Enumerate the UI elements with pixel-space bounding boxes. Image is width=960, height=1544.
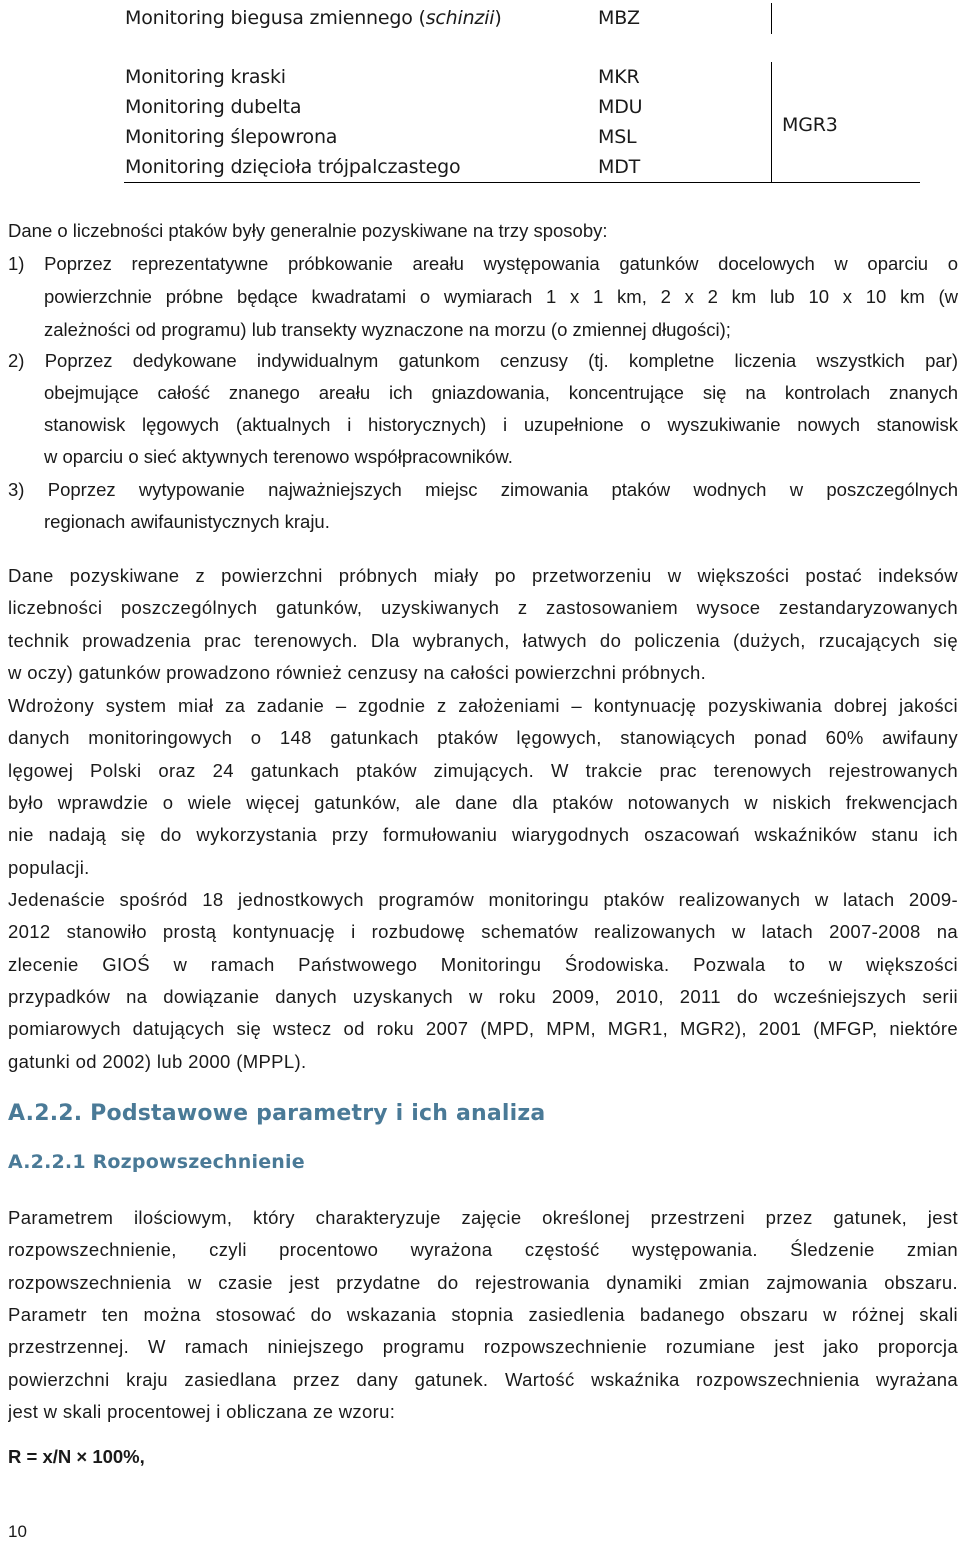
list-item-1-line: powierzchnie próbne będące kwadratami o wymiarach 1 x 1 km, 2 x 2 km lub 10 x 10 km (w xyxy=(44,286,958,307)
paragraph-line: danych monitoringowych o 148 gatunkach ptaków lęgowych, stanowiących ponad 60% awifauny xyxy=(8,727,958,748)
table-bottom-border xyxy=(124,182,920,183)
intro-text: Dane o liczebności ptaków były generalnie pozyskiwane na trzy sposoby: xyxy=(8,220,608,241)
table-row-name: Monitoring kraski xyxy=(125,66,286,88)
list-item-1-line: zależności od programu) lub transekty wyznaczone na morzu (o zmiennej długości); xyxy=(44,319,731,340)
paragraph-line: gatunki od 2002) lub 2000 (MPPL). xyxy=(8,1051,307,1072)
table-row-code: MKR xyxy=(598,66,640,88)
paragraph-line: rozpowszechnienie, czyli procentowo wyrażona częstość występowania. Śledzenie zmian xyxy=(8,1239,958,1260)
paragraph-line: przypadków na dowiązanie danych uzyskanych w roku 2009, 2010, 2011 do wcześniejszych serii xyxy=(8,986,958,1007)
formula: R = x/N × 100%, xyxy=(8,1446,145,1467)
table-row-name: Monitoring dzięcioła trójpalczastego xyxy=(125,156,461,178)
paragraph-line: rozpowszechnienia w czasie jest przydatne do rejestrowania dynamiki zmian zajmowania obszaru. xyxy=(8,1272,958,1293)
paragraph-line: pomiarowych datujących się wstecz od roku 2007 (MPD, MPM, MGR1, MGR2), 2001 (MFGP, niektóre xyxy=(8,1018,958,1039)
list-item-2-line: 2) Poprzez dedykowane indywidualnym gatunkom cenzusy (tj. kompletne liczenia wszystkich par) xyxy=(8,350,958,371)
paragraph-line: technik prowadzenia prac terenowych. Dla wybranych, łatwych do policzenia (dużych, rzucających się xyxy=(8,630,958,651)
paragraph-line: Parametrem ilościowym, który charakteryzuje zajęcie określonej przestrzeni przez gatunek, jest xyxy=(8,1207,958,1228)
paragraph-line: Dane pozyskiwane z powierzchni próbnych miały po przetworzeniu w większości postać indeksów xyxy=(8,565,958,586)
paragraph-line: Parametr ten można stosować do wskazania stopnia zasiedlenia badanego obszaru w różnej skali xyxy=(8,1304,958,1325)
paragraph-line: 2012 stanowiło prostą kontynuację i rozbudowę schematów realizowanych w latach 2007-2008 na xyxy=(8,921,958,942)
table-divider xyxy=(771,3,772,34)
list-item-2-line: obejmujące całość znanego areału ich gniazdowania, koncentrujące się na kontrolach znanych xyxy=(44,382,958,403)
paragraph-line: liczebności poszczególnych gatunków, uzyskiwanych z zastosowaniem wysoce zestandaryzowanych xyxy=(8,597,958,618)
table-row-code: MDU xyxy=(598,96,643,118)
table-row-name: Monitoring dubelta xyxy=(125,96,302,118)
paragraph-line: Jedenaście spośród 18 jednostkowych programów monitoringu ptaków realizowanych w latach 2009- xyxy=(8,889,958,910)
paragraph-line: przestrzennej. W ramach niniejszego programu rozpowszechnienie rozumiane jest jako proporcja xyxy=(8,1336,958,1357)
list-item-2-line: w oparciu o sieć aktywnych terenowo współpracowników. xyxy=(44,446,513,467)
list-item-3-line: regionach awifaunistycznych kraju. xyxy=(44,511,330,532)
paragraph-line: jest w skali procentowej i obliczana ze wzoru: xyxy=(8,1401,396,1422)
table-row-code: MBZ xyxy=(598,7,640,29)
table-row-name: Monitoring biegusa zmiennego (schinzii) xyxy=(125,7,502,29)
list-item-3-line: 3) Poprzez wytypowanie najważniejszych miejsc zimowania ptaków wodnych w poszczególnych xyxy=(8,479,958,500)
section-heading: A.2.2. Podstawowe parametry i ich analiza xyxy=(8,1101,546,1126)
paragraph-line: nie nadają się do wykorzystania przy formułowaniu wiarygodnych oszacowań wskaźników stanu ich xyxy=(8,824,958,845)
paragraph-line: było wprawdzie o wiele więcej gatunków, ale dane dla ptaków notowanych w niskich frekwencjach xyxy=(8,792,958,813)
table-row-code: MDT xyxy=(598,156,641,178)
paragraph-line: lęgowej Polski oraz 24 gatunkach ptaków zimujących. W trakcie prac terenowych rejestrowanych xyxy=(8,760,958,781)
paragraph-line: populacji. xyxy=(8,857,90,878)
paragraph-line: powierzchni kraju zasiedlana przez dany gatunek. Wartość wskaźnika rozpowszechnienia wyrażana xyxy=(8,1369,958,1390)
list-item-2-line: stanowisk lęgowych (aktualnych i historycznych) i uzupełnione o wyszukiwanie nowych stanowisk xyxy=(44,414,958,435)
subsection-heading: A.2.2.1 Rozpowszechnienie xyxy=(8,1151,305,1173)
table-group-program: MGR3 xyxy=(782,114,838,136)
paragraph-line: Wdrożony system miał za zadanie – zgodnie z założeniami – kontynuację pozyskiwania dobrej jakości xyxy=(8,695,958,716)
list-item-1-line: 1) Poprzez reprezentatywne próbkowanie areału występowania gatunków docelowych w oparciu o xyxy=(8,253,958,274)
table-row-name: Monitoring ślepowrona xyxy=(125,126,338,148)
table-divider xyxy=(771,62,772,183)
paragraph-line: w oczy) gatunków prowadzono również cenzusy na całości powierzchni próbnych. xyxy=(8,662,707,683)
paragraph-line: zlecenie GIOŚ w ramach Państwowego Monitoringu Środowiska. Pozwala to w większości xyxy=(8,954,958,975)
page-number: 10 xyxy=(8,1522,27,1541)
table-row-code: MSL xyxy=(598,126,637,148)
